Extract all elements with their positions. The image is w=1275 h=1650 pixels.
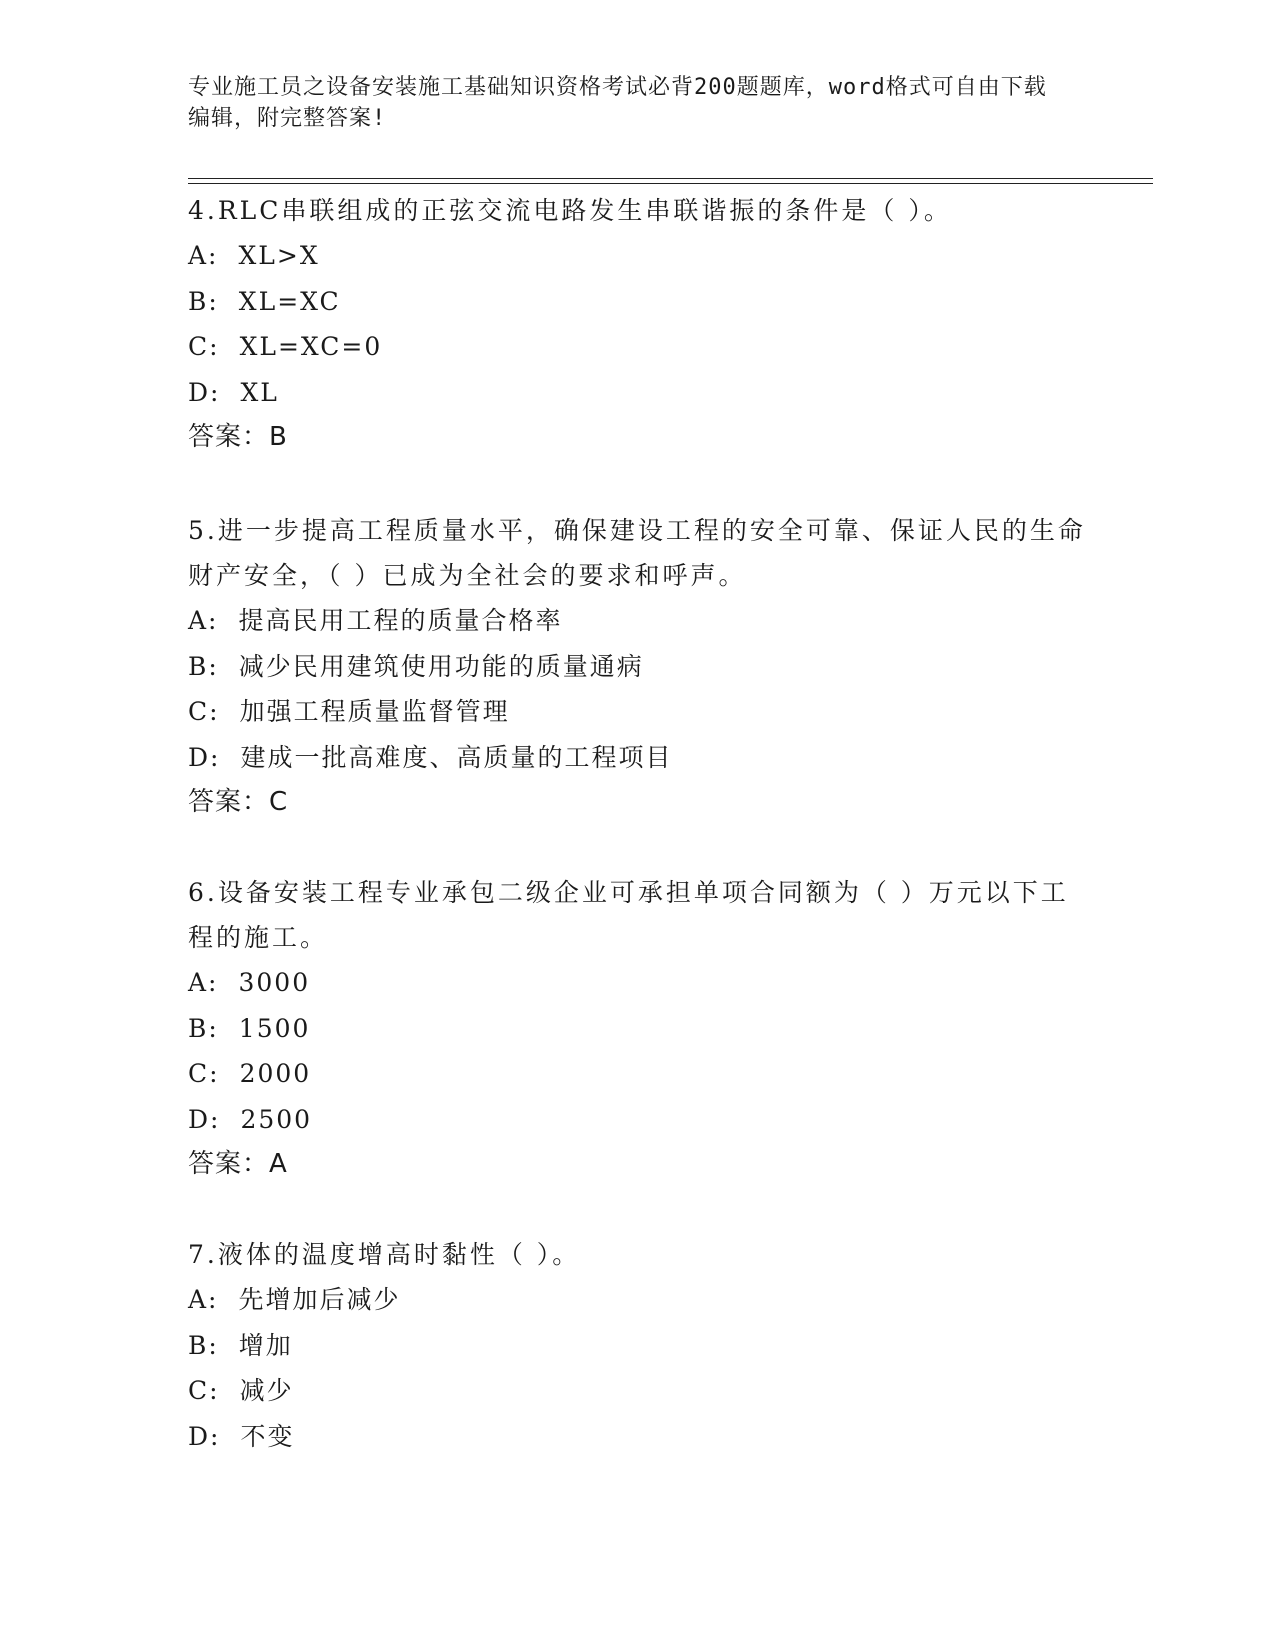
option-letter: B:: [188, 1330, 219, 1360]
option-text: XL=XC=0: [239, 332, 383, 361]
option-text: XL=XC: [238, 286, 341, 316]
option-letter: A:: [188, 968, 219, 997]
option-a: [188, 960, 1088, 1006]
option-letter: C:: [188, 332, 220, 361]
question-4: [188, 188, 1088, 460]
question-stem: 4.RLC串联组成的正弦交流电路发生串联谐振的条件是（ ）。: [188, 196, 952, 225]
option-text: 减少: [239, 1376, 294, 1405]
option-b: [188, 644, 1088, 690]
option-a: [188, 598, 1088, 644]
answer-line: 答案：C: [188, 787, 289, 817]
question-stem: 5.进一步提高工程质量水平，确保建设工程的安全可靠、保证人民的生命财产安全，（ ）已成为全社会的要求和呼声。: [188, 516, 1086, 590]
option-b: [188, 1006, 1088, 1052]
answer-line: 答案：B: [188, 422, 288, 452]
option-text: 2000: [239, 1059, 312, 1088]
option-text: 2500: [240, 1104, 313, 1134]
option-text: XL>X: [238, 241, 320, 270]
option-text: 建成一批高难度、高质量的工程项目: [240, 742, 673, 772]
option-letter: D:: [188, 742, 221, 772]
option-letter: D:: [188, 1104, 221, 1134]
option-d: [188, 370, 1088, 416]
option-d: [188, 1414, 1088, 1460]
option-a: [188, 233, 1088, 279]
question-5: [188, 508, 1088, 825]
option-text: 不变: [240, 1421, 295, 1451]
option-b: [188, 279, 1088, 325]
option-letter: C:: [188, 697, 220, 726]
option-letter: A:: [188, 606, 219, 635]
answer-line: 答案：A: [188, 1149, 288, 1179]
header-divider-top: [188, 178, 1153, 179]
option-a: [188, 1277, 1088, 1323]
option-letter: C:: [188, 1376, 220, 1405]
option-text: 3000: [238, 968, 311, 997]
option-text: 加强工程质量监督管理: [239, 697, 510, 726]
option-c: [188, 689, 1088, 735]
option-letter: C:: [188, 1059, 220, 1088]
option-c: [188, 1051, 1088, 1097]
option-letter: D:: [188, 1421, 221, 1451]
option-letter: D:: [188, 377, 221, 407]
header-divider-bottom: [188, 183, 1153, 184]
question-7: [188, 1232, 1088, 1459]
option-text: 先增加后减少: [238, 1285, 401, 1314]
option-d: [188, 735, 1088, 781]
option-text: 提高民用工程的质量合格率: [238, 606, 563, 635]
option-c: [188, 1368, 1088, 1414]
option-c: [188, 324, 1088, 370]
option-text: 1500: [238, 1013, 311, 1043]
option-text: 减少民用建筑使用功能的质量通病: [238, 651, 644, 681]
option-letter: B:: [188, 1013, 219, 1043]
document-header: 专业施工员之设备安装施工基础知识资格考试必背200题题库，word格式可自由下载编辑，附完整答案!: [188, 75, 1047, 131]
option-d: [188, 1097, 1088, 1143]
option-letter: B:: [188, 651, 219, 681]
option-text: XL: [240, 377, 279, 407]
question-stem: 6.设备安装工程专业承包二级企业可承担单项合同额为（ ）万元以下工程的施工。: [188, 878, 1069, 952]
option-letter: A:: [188, 241, 219, 270]
option-letter: B:: [188, 286, 219, 316]
option-b: [188, 1323, 1088, 1369]
option-text: 增加: [238, 1330, 293, 1360]
question-stem: 7.液体的温度增高时黏性（ ）。: [188, 1240, 581, 1269]
option-letter: A:: [188, 1285, 219, 1314]
question-6: [188, 870, 1088, 1187]
